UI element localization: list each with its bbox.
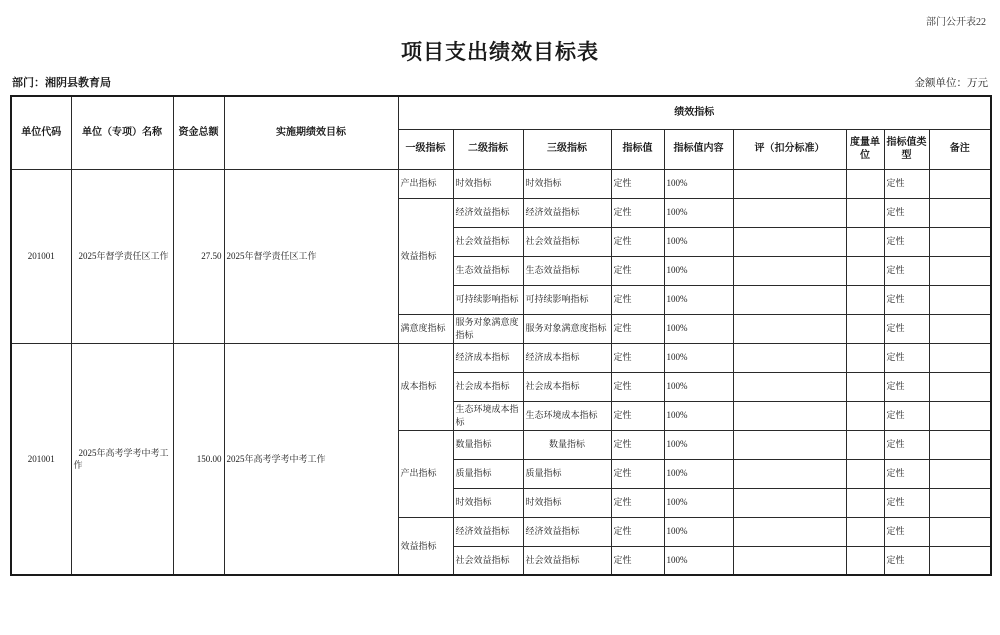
cell-value-type: 定性 (884, 285, 929, 314)
cell-remark (929, 546, 991, 575)
cell-value-type: 定性 (884, 343, 929, 372)
cell-level3: 时效指标 (523, 169, 611, 198)
col-header-level3: 三级指标 (523, 129, 611, 169)
cell-measure-unit (846, 488, 884, 517)
cell-value-type: 定性 (884, 198, 929, 227)
group-1-rows (11, 169, 991, 343)
cell-measure-unit (846, 372, 884, 401)
cell-value-type: 定性 (884, 372, 929, 401)
col-header-total-amount: 资金总额 (173, 96, 224, 169)
cell-level2: 生态效益指标 (453, 256, 523, 285)
cell-eval-standard (733, 372, 846, 401)
cell-value-type: 定性 (884, 488, 929, 517)
page-title: 项目支出绩效目标表 (401, 40, 599, 64)
group-2-rows (11, 343, 991, 575)
cell-measure-unit (846, 285, 884, 314)
cell-remark (929, 401, 991, 430)
cell-value-type: 定性 (884, 227, 929, 256)
cell-level3: 数量指标 (523, 430, 611, 459)
cell-measure-unit (846, 430, 884, 459)
cell-level3: 生态环境成本指标 (523, 401, 611, 430)
col-header-eval-standard: 评（扣分标准） (733, 129, 846, 169)
cell-level3: 时效指标 (523, 488, 611, 517)
cell-impl-target: 2025年督学责任区工作 (224, 169, 398, 343)
cell-level2: 生态环境成本指标 (453, 401, 523, 430)
cell-remark (929, 285, 991, 314)
cell-indicator-value: 定性 (611, 169, 664, 198)
cell-indicator-value: 定性 (611, 488, 664, 517)
table-header (11, 96, 991, 169)
cell-value-content: 100% (664, 517, 733, 546)
cell-value-type: 定性 (884, 430, 929, 459)
cell-remark (929, 169, 991, 198)
cell-remark (929, 198, 991, 227)
cell-level3: 经济成本指标 (523, 343, 611, 372)
cell-eval-standard (733, 517, 846, 546)
cell-eval-standard (733, 256, 846, 285)
cell-value-type: 定性 (884, 256, 929, 285)
cell-unit-code: 201001 (11, 169, 71, 343)
col-header-value-content: 指标值内容 (664, 129, 733, 169)
cell-measure-unit (846, 401, 884, 430)
cell-level2: 经济效益指标 (453, 517, 523, 546)
cell-remark (929, 430, 991, 459)
cell-measure-unit (846, 517, 884, 546)
cell-value-content: 100% (664, 227, 733, 256)
cell-eval-standard (733, 227, 846, 256)
cell-indicator-value: 定性 (611, 314, 664, 343)
col-header-indicator-value: 指标值 (611, 129, 664, 169)
cell-value-content: 100% (664, 488, 733, 517)
cell-remark (929, 314, 991, 343)
col-header-unit-name: 单位（专项）名称 (71, 96, 173, 169)
cell-indicator-value: 定性 (611, 401, 664, 430)
cell-level1: 成本指标 (398, 343, 453, 430)
cell-remark (929, 488, 991, 517)
cell-measure-unit (846, 169, 884, 198)
cell-value-content: 100% (664, 314, 733, 343)
cell-eval-standard (733, 459, 846, 488)
performance-target-table (10, 95, 992, 576)
cell-level3: 社会效益指标 (523, 227, 611, 256)
cell-level2: 经济成本指标 (453, 343, 523, 372)
cell-indicator-value: 定性 (611, 256, 664, 285)
cell-value-content: 100% (664, 198, 733, 227)
cell-value-type: 定性 (884, 546, 929, 575)
cell-indicator-value: 定性 (611, 546, 664, 575)
cell-value-content: 100% (664, 546, 733, 575)
cell-level2: 经济效益指标 (453, 198, 523, 227)
cell-value-type: 定性 (884, 169, 929, 198)
cell-level2: 社会成本指标 (453, 372, 523, 401)
cell-total-amount: 27.50 (173, 169, 224, 343)
cell-value-content: 100% (664, 256, 733, 285)
cell-remark (929, 256, 991, 285)
cell-level2: 时效指标 (453, 488, 523, 517)
cell-eval-standard (733, 430, 846, 459)
cell-value-content: 100% (664, 169, 733, 198)
cell-remark (929, 517, 991, 546)
cell-level3: 服务对象满意度指标 (523, 314, 611, 343)
col-header-level1: 一级指标 (398, 129, 453, 169)
cell-level2: 时效指标 (453, 169, 523, 198)
cell-eval-standard (733, 546, 846, 575)
col-header-performance-indicators: 绩效指标 (398, 96, 991, 129)
cell-level2: 可持续影响指标 (453, 285, 523, 314)
cell-unit-name: 2025年高考学考中考工作 (71, 343, 173, 575)
col-header-value-type: 指标值类型 (884, 129, 929, 169)
cell-eval-standard (733, 488, 846, 517)
cell-remark (929, 372, 991, 401)
cell-value-type: 定性 (884, 401, 929, 430)
cell-indicator-value: 定性 (611, 285, 664, 314)
amount-unit-label: 金额单位：万元 (914, 78, 988, 89)
cell-measure-unit (846, 198, 884, 227)
cell-level2: 数量指标 (453, 430, 523, 459)
cell-unit-name: 2025年督学责任区工作 (71, 169, 173, 343)
cell-level2: 社会效益指标 (453, 227, 523, 256)
col-header-remark: 备注 (929, 129, 991, 169)
cell-level1: 满意度指标 (398, 314, 453, 343)
cell-indicator-value: 定性 (611, 198, 664, 227)
cell-level1: 产出指标 (398, 169, 453, 198)
col-header-level2: 二级指标 (453, 129, 523, 169)
cell-eval-standard (733, 314, 846, 343)
cell-value-content: 100% (664, 343, 733, 372)
cell-level2: 服务对象满意度指标 (453, 314, 523, 343)
cell-level1: 产出指标 (398, 430, 453, 517)
cell-level3: 质量指标 (523, 459, 611, 488)
cell-value-type: 定性 (884, 314, 929, 343)
cell-value-content: 100% (664, 459, 733, 488)
cell-level3: 社会效益指标 (523, 546, 611, 575)
cell-indicator-value: 定性 (611, 343, 664, 372)
cell-total-amount: 150.00 (173, 343, 224, 575)
cell-measure-unit (846, 343, 884, 372)
cell-value-content: 100% (664, 285, 733, 314)
col-header-measure-unit: 度量单位 (846, 129, 884, 169)
cell-measure-unit (846, 227, 884, 256)
cell-eval-standard (733, 343, 846, 372)
cell-impl-target: 2025年高考学考中考工作 (224, 343, 398, 575)
col-header-impl-target: 实施期绩效目标 (224, 96, 398, 169)
col-header-unit-code: 单位代码 (11, 96, 71, 169)
cell-remark (929, 227, 991, 256)
cell-level1: 效益指标 (398, 517, 453, 575)
cell-indicator-value: 定性 (611, 459, 664, 488)
cell-value-content: 100% (664, 372, 733, 401)
cell-level1: 效益指标 (398, 198, 453, 314)
cell-remark (929, 459, 991, 488)
table-row (11, 343, 991, 372)
cell-value-type: 定性 (884, 459, 929, 488)
cell-value-content: 100% (664, 430, 733, 459)
department-label: 部门：湘阴县教育局 (12, 77, 111, 89)
cell-value-content: 100% (664, 401, 733, 430)
cell-remark (929, 343, 991, 372)
cell-unit-code: 201001 (11, 343, 71, 575)
cell-indicator-value: 定性 (611, 372, 664, 401)
corner-note: 部门公开表22 (926, 17, 986, 28)
cell-level2: 社会效益指标 (453, 546, 523, 575)
cell-value-type: 定性 (884, 517, 929, 546)
table-row (11, 169, 991, 198)
cell-eval-standard (733, 285, 846, 314)
cell-eval-standard (733, 401, 846, 430)
cell-level3: 经济效益指标 (523, 517, 611, 546)
cell-indicator-value: 定性 (611, 430, 664, 459)
cell-eval-standard (733, 198, 846, 227)
cell-level3: 生态效益指标 (523, 256, 611, 285)
cell-level3: 社会成本指标 (523, 372, 611, 401)
cell-measure-unit (846, 314, 884, 343)
cell-indicator-value: 定性 (611, 227, 664, 256)
cell-measure-unit (846, 256, 884, 285)
cell-eval-standard (733, 169, 846, 198)
meta-row (12, 74, 988, 90)
cell-level3: 可持续影响指标 (523, 285, 611, 314)
cell-level3: 经济效益指标 (523, 198, 611, 227)
cell-level2: 质量指标 (453, 459, 523, 488)
cell-measure-unit (846, 546, 884, 575)
cell-indicator-value: 定性 (611, 517, 664, 546)
cell-measure-unit (846, 459, 884, 488)
